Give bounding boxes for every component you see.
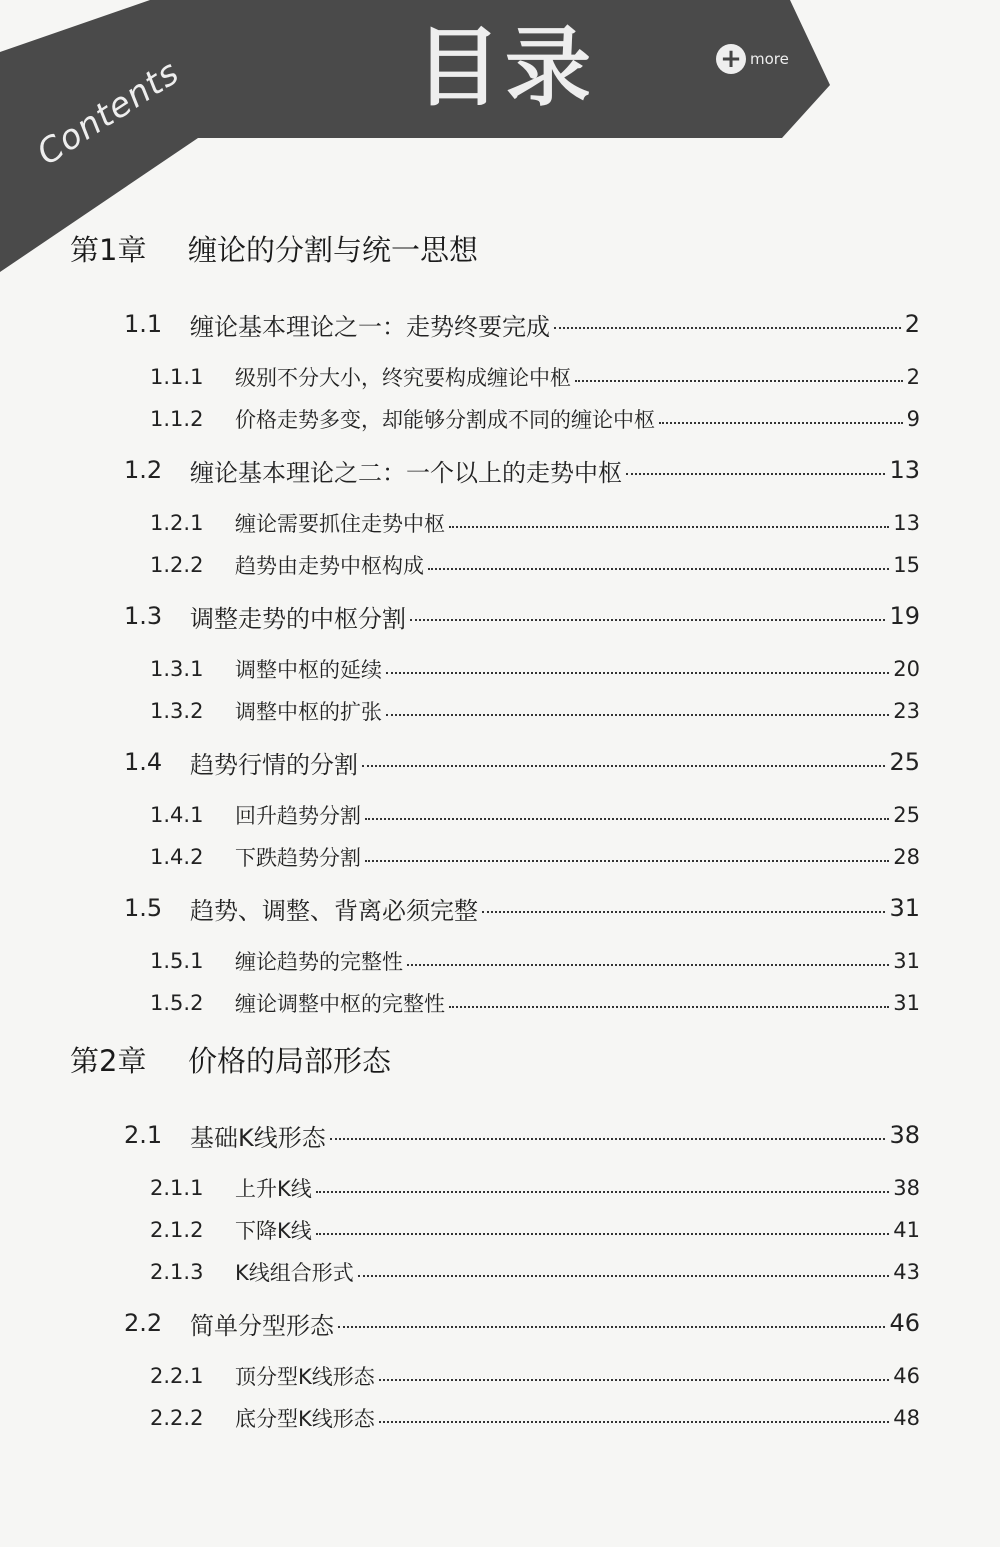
- toc-section[interactable]: [0, 744, 1000, 780]
- toc-subsection[interactable]: [0, 1397, 1000, 1439]
- page-number: 19: [889, 602, 920, 630]
- toc-subsection[interactable]: [0, 356, 1000, 398]
- page-number: 48: [893, 1406, 920, 1430]
- subsection-title: 缠论调整中枢的完整性: [235, 992, 445, 1016]
- subsection-title: 下降K线: [235, 1219, 312, 1243]
- toc-section[interactable]: [0, 1305, 1000, 1341]
- section-number: 1.5: [124, 894, 163, 922]
- dot-leader: [365, 860, 889, 862]
- subsection-number: 2.2.2: [150, 1406, 204, 1430]
- section-title: 缠论基本理论之二：一个以上的走势中枢: [190, 458, 622, 487]
- subsection-number: 1.5.2: [150, 991, 204, 1015]
- chapter-heading[interactable]: [0, 1041, 1000, 1117]
- toc-section[interactable]: [0, 890, 1000, 926]
- page-number: 23: [893, 699, 920, 723]
- subsection-number: 1.1.1: [150, 365, 204, 389]
- section-title: 简单分型形态: [190, 1311, 334, 1340]
- subsection-title: 底分型K线形态: [235, 1407, 375, 1431]
- more-label: more: [750, 50, 789, 68]
- chapter-title: 价格的局部形态: [188, 1044, 392, 1078]
- toc-subsection[interactable]: [0, 1355, 1000, 1397]
- page-number: 31: [893, 991, 920, 1015]
- toc-subsection[interactable]: [0, 690, 1000, 732]
- section-title: 基础K线形态: [190, 1123, 326, 1152]
- chapter-title: 缠论的分割与统一思想: [188, 233, 479, 267]
- page-number: 46: [889, 1309, 920, 1337]
- toc-subsection[interactable]: [0, 794, 1000, 836]
- dot-leader: [428, 568, 889, 570]
- subsection-number: 1.1.2: [150, 407, 204, 431]
- chapter-number: 第1章: [70, 233, 147, 267]
- dot-leader: [410, 619, 885, 621]
- page-number: 38: [893, 1176, 920, 1200]
- dot-leader: [379, 1379, 889, 1381]
- chapter-number: 第2章: [70, 1044, 147, 1078]
- page-number: 46: [893, 1364, 920, 1388]
- section-title: 趋势行情的分割: [190, 750, 358, 779]
- toc-subsection[interactable]: [0, 648, 1000, 690]
- subsection-title: 下跌趋势分割: [235, 846, 361, 870]
- subsection-number: 2.1.3: [150, 1260, 204, 1284]
- subsection-title: 缠论需要抓住走势中枢: [235, 512, 445, 536]
- dot-leader: [316, 1191, 889, 1193]
- dot-leader: [362, 765, 885, 767]
- dot-leader: [379, 1421, 889, 1423]
- toc-subsection[interactable]: [0, 1251, 1000, 1293]
- subsection-title: 回升趋势分割: [235, 804, 361, 828]
- page-number: 38: [889, 1121, 920, 1149]
- toc-section[interactable]: [0, 598, 1000, 634]
- more-badge: [716, 44, 789, 74]
- subsection-number: 2.2.1: [150, 1364, 204, 1388]
- toc-subsection[interactable]: [0, 1167, 1000, 1209]
- dot-leader: [316, 1233, 889, 1235]
- dot-leader: [407, 964, 889, 966]
- dot-leader: [358, 1275, 889, 1277]
- dot-leader: [386, 672, 889, 674]
- page-title: 目录: [415, 18, 595, 118]
- section-number: 1.4: [124, 748, 163, 776]
- page-number: 25: [893, 803, 920, 827]
- subsection-title: 级别不分大小，终究要构成缠论中枢: [235, 366, 571, 390]
- page-number: 2: [906, 365, 920, 389]
- subsection-number: 1.4.1: [150, 803, 204, 827]
- subsection-title: 趋势由走势中枢构成: [235, 554, 424, 578]
- toc-section[interactable]: [0, 452, 1000, 488]
- subsection-number: 1.5.1: [150, 949, 204, 973]
- page-number: 28: [893, 845, 920, 869]
- page-number: 13: [889, 456, 920, 484]
- section-title: 趋势、调整、背离必须完整: [190, 896, 478, 925]
- contents-subtitle: Contents: [30, 52, 187, 174]
- plus-icon: +: [716, 44, 746, 74]
- page-number: 15: [893, 553, 920, 577]
- subsection-number: 1.3.2: [150, 699, 204, 723]
- toc-subsection[interactable]: [0, 502, 1000, 544]
- toc-section[interactable]: [0, 1117, 1000, 1153]
- dot-leader: [449, 526, 889, 528]
- subsection-title: 调整中枢的延续: [235, 658, 382, 682]
- subsection-number: 1.3.1: [150, 657, 204, 681]
- subsection-title: 上升K线: [235, 1177, 312, 1201]
- subsection-number: 1.4.2: [150, 845, 204, 869]
- subsection-title: 顶分型K线形态: [235, 1365, 375, 1389]
- dot-leader: [575, 380, 903, 382]
- toc-subsection[interactable]: [0, 836, 1000, 878]
- dot-leader: [449, 1006, 889, 1008]
- section-number: 2.2: [124, 1309, 163, 1337]
- toc-section[interactable]: [0, 306, 1000, 342]
- subsection-title: 价格走势多变，却能够分割成不同的缠论中枢: [235, 408, 655, 432]
- page-number: 31: [889, 894, 920, 922]
- section-number: 1.2: [124, 456, 163, 484]
- chapter-heading[interactable]: [0, 230, 1000, 306]
- toc-subsection[interactable]: [0, 1209, 1000, 1251]
- toc-subsection[interactable]: [0, 398, 1000, 440]
- page-number: 2: [904, 310, 920, 338]
- dot-leader: [482, 911, 885, 913]
- dot-leader: [554, 327, 901, 329]
- subsection-number: 1.2.1: [150, 511, 204, 535]
- section-number: 1.3: [124, 602, 163, 630]
- section-number: 2.1: [124, 1121, 163, 1149]
- page-number: 20: [893, 657, 920, 681]
- dot-leader: [338, 1326, 885, 1328]
- subsection-number: 2.1.2: [150, 1218, 204, 1242]
- table-of-contents: [0, 230, 1000, 1439]
- page-number: 13: [893, 511, 920, 535]
- subsection-title: K线组合形式: [235, 1261, 354, 1285]
- subsection-number: 2.1.1: [150, 1176, 204, 1200]
- page-number: 43: [893, 1260, 920, 1284]
- dot-leader: [365, 818, 889, 820]
- subsection-number: 1.2.2: [150, 553, 204, 577]
- page-number: 9: [906, 407, 920, 431]
- subsection-title: 缠论趋势的完整性: [235, 950, 403, 974]
- subsection-title: 调整中枢的扩张: [235, 700, 382, 724]
- page-number: 25: [889, 748, 920, 776]
- dot-leader: [626, 473, 885, 475]
- dot-leader: [386, 714, 889, 716]
- section-number: 1.1: [124, 310, 163, 338]
- dot-leader: [330, 1138, 886, 1140]
- section-title: 调整走势的中枢分割: [190, 604, 406, 633]
- section-title: 缠论基本理论之一：走势终要完成: [190, 312, 550, 341]
- toc-subsection[interactable]: [0, 982, 1000, 1024]
- toc-subsection[interactable]: [0, 544, 1000, 586]
- dot-leader: [659, 422, 903, 424]
- page-number: 31: [893, 949, 920, 973]
- toc-subsection[interactable]: [0, 940, 1000, 982]
- page-number: 41: [893, 1218, 920, 1242]
